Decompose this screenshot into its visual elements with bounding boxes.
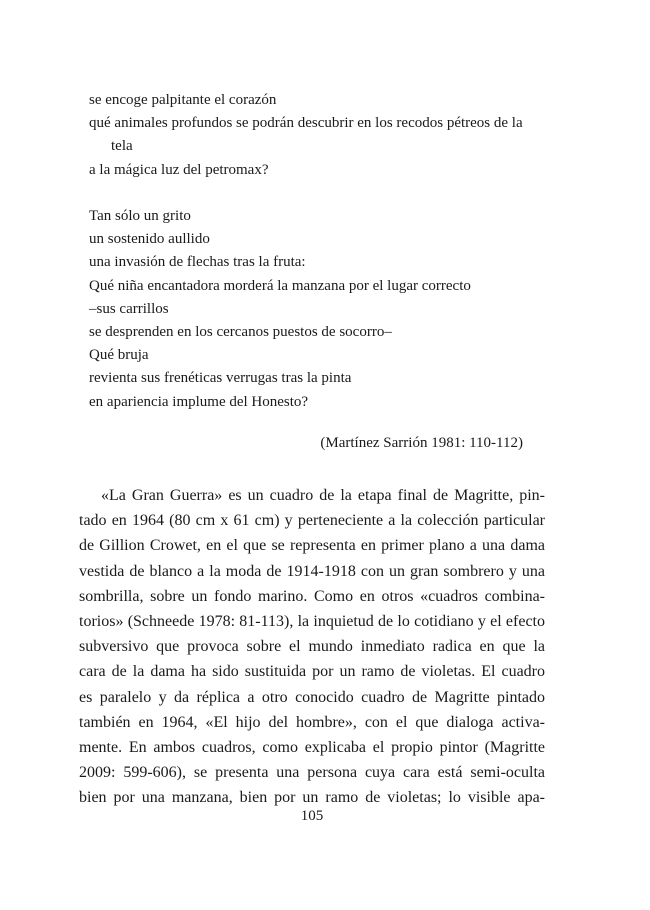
poem-line: revienta sus frenéticas verrugas tras la pinta [89, 370, 352, 387]
paragraph-line: es paralelo y da réplica a otro conocido cuadro de Magritte pintado [79, 688, 545, 706]
poem-line: Qué niña encantadora morderá la manzana por el lugar correcto [89, 277, 471, 294]
paragraph-line: cara de la dama ha sido sustituida por un ramo de violetas. El cuadro [79, 663, 545, 681]
poem-line: a la mágica luz del petromax? [89, 161, 269, 178]
poem-line: se desprenden en los cercanos puestos de socorro– [89, 324, 392, 341]
poem-citation: (Martínez Sarrión 1981: 110-112) [320, 435, 523, 451]
poem-line-continuation: tela [111, 138, 133, 155]
paragraph-line: vestida de blanco a la moda de 1914-1918 con un gran sombrero y una [79, 562, 545, 580]
poem-line: una invasión de flechas tras la fruta: [89, 254, 306, 271]
paragraph-line: también en 1964, «El hijo del hombre», con el que dialoga activa- [79, 713, 545, 731]
stanza-break [89, 182, 559, 205]
poem-line: –sus carrillos [89, 300, 169, 317]
poem-line: en apariencia implume del Honesto? [89, 393, 309, 410]
paragraph-line: torios» (Schneede 1978: 81-113), la inquietud de lo cotidiano y el efecto [79, 612, 545, 630]
poem-excerpt [89, 89, 559, 414]
paragraph-line: subversivo que provoca sobre el mundo inmediato radica en que la [79, 638, 545, 656]
paragraph-line: tado en 1964 (80 cm x 61 cm) y perteneciente a la colección particular [79, 512, 545, 530]
paragraph-line: sombrilla, sobre un fondo marino. Como en otros «cuadros combina- [79, 587, 545, 605]
paragraph-line: mente. En ambos cuadros, como explicaba el propio pintor (Magritte [79, 738, 545, 756]
poem-line: se encoge palpitante el corazón [89, 92, 277, 108]
paragraph-line: «La Gran Guerra» es un cuadro de la etapa final de Magritte, pin- [101, 487, 545, 504]
poem-line: qué animales profundos se podrán descubrir en los recodos pétreos de la [89, 115, 523, 132]
poem-line: un sostenido aullido [89, 231, 210, 248]
paragraph-line: bien por una manzana, bien por un ramo de violetas; lo visible apa- [79, 789, 545, 807]
paragraph-line: de Gillion Crowet, en el que se representa en primer plano a una dama [79, 537, 545, 555]
body-paragraph [79, 483, 545, 810]
page-number: 105 [300, 808, 324, 824]
poem-line: Qué bruja [89, 347, 149, 364]
paragraph-line: 2009: 599-606), se presenta una persona cuya cara está semi-oculta [79, 764, 545, 782]
poem-line: Tan sólo un grito [89, 208, 191, 224]
